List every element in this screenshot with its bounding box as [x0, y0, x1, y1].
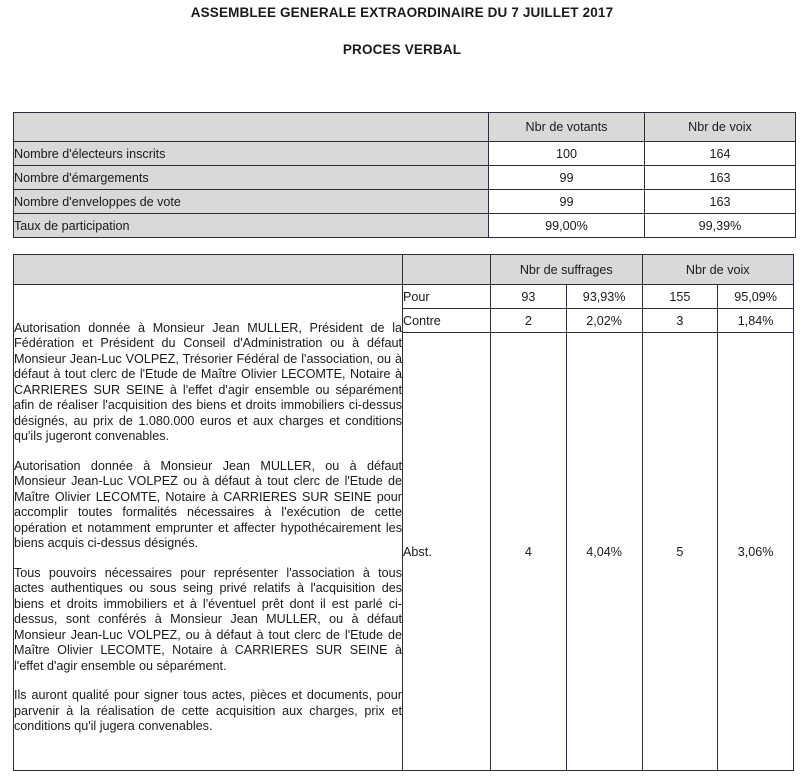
vote-suffrages-count-pour: 93: [491, 285, 567, 309]
participation-row-voix: 163: [645, 190, 796, 214]
resolution-header-vote-blank: [403, 255, 491, 285]
vote-voix-pct-abst: 3,06%: [718, 333, 794, 771]
participation-row-voix: 164: [645, 142, 796, 166]
participation-row-votants: 99: [489, 166, 645, 190]
participation-header-blank: [14, 113, 489, 142]
vote-suffrages-count-abst: 4: [491, 333, 567, 771]
participation-row-label: Nombre d'enveloppes de vote: [14, 190, 489, 214]
resolution-header-voix: Nbr de voix: [642, 255, 794, 285]
table-row: [14, 166, 796, 190]
vote-suffrages-pct-contre: 2,02%: [566, 309, 642, 333]
table-row: [14, 142, 796, 166]
vote-label-abst: Abst.: [403, 333, 491, 771]
participation-row-label: Nombre d'électeurs inscrits: [14, 142, 489, 166]
resolution-header-suffrages: Nbr de suffrages: [491, 255, 643, 285]
participation-row-votants: 99: [489, 190, 645, 214]
vote-label-pour: Pour: [403, 285, 491, 309]
table-header-row: [14, 255, 794, 285]
participation-row-votants: 100: [489, 142, 645, 166]
vote-voix-pct-contre: 1,84%: [718, 309, 794, 333]
document-title: ASSEMBLEE GENERALE EXTRAORDINAIRE DU 7 JUILLET 2017: [190, 5, 614, 20]
resolution-paragraph-2: Autorisation donnée à Monsieur Jean MULLER, ou à défaut Monsieur Jean-Luc VOLPEZ ou à défaut à tout clerc de l'Etude de Maître Olivier LECOMTE, Notaire à CARRIERES SUR SEINE pour accomplir toutes formalités nécessaires à l'exécution de cette opération et notamment emprunter et affecter hypothécairement les biens acquis ci-dessus désignés.: [14, 458, 402, 550]
participation-row-label: Taux de participation: [14, 214, 489, 238]
participation-row-votants: 99,00%: [489, 214, 645, 238]
participation-row-voix: 99,39%: [645, 214, 796, 238]
vote-suffrages-count-contre: 2: [491, 309, 567, 333]
vote-voix-count-abst: 5: [642, 333, 718, 771]
resolution-text-cell: [14, 285, 403, 771]
resolution-header-blank: [14, 255, 403, 285]
vote-voix-count-contre: 3: [642, 309, 718, 333]
table-row: [14, 190, 796, 214]
vote-row-pour: [14, 285, 794, 309]
participation-row-voix: 163: [645, 166, 796, 190]
vote-voix-count-pour: 155: [642, 285, 718, 309]
document-subtitle: PROCES VERBAL: [342, 42, 462, 57]
table-row: [14, 214, 796, 238]
vote-suffrages-pct-abst: 4,04%: [566, 333, 642, 771]
participation-header-voix: Nbr de voix: [645, 113, 796, 142]
participation-table: [13, 112, 796, 238]
vote-label-contre: Contre: [403, 309, 491, 333]
vote-suffrages-pct-pour: 93,93%: [566, 285, 642, 309]
participation-row-label: Nombre d'émargements: [14, 166, 489, 190]
resolution-paragraph-3: Tous pouvoirs nécessaires pour représenter l'association à tous actes authentiques ou sous seing privé relatifs à l'acquisition des biens et droits immobiliers et à l'éventuel prêt dont il est parlé ci-dessus, sont conférés à Monsieur Jean MULLER, ou à défaut Monsieur Jean-Luc VOLPEZ, ou à défaut à tout clerc de l'Etude de Maître Olivier LECOMTE, Notaire à CARRIERES SUR SEINE à l'effet d'agir ensemble ou séparément.: [14, 565, 402, 673]
resolution-table: [13, 254, 794, 771]
table-header-row: [14, 113, 796, 142]
resolution-paragraph-4: Ils auront qualité pour signer tous actes, pièces et documents, pour parvenir à la réalisation de cette acquisition aux charges, prix et conditions qu'il jugera convenables.: [14, 688, 402, 733]
participation-header-votants: Nbr de votants: [489, 113, 645, 142]
resolution-paragraph-1: Autorisation donnée à Monsieur Jean MULLER, Président de la Fédération et Président du Conseil d'Administration ou à défaut Monsieur Jean-Luc VOLPEZ, Trésorier Fédéral de l'association, ou à défaut à tout clerc de l'Etude de Maître Olivier LECOMTE, Notaire à CARRIERES SUR SEINE à l'effet d'agir ensemble ou séparément afin de réaliser l'acquisition des biens et droits immobiliers ci-dessus désignés, au prix de 1.080.000 euros et aux charges et conditions qu'ils jugeront convenables.: [14, 320, 402, 443]
vote-voix-pct-pour: 95,09%: [718, 285, 794, 309]
